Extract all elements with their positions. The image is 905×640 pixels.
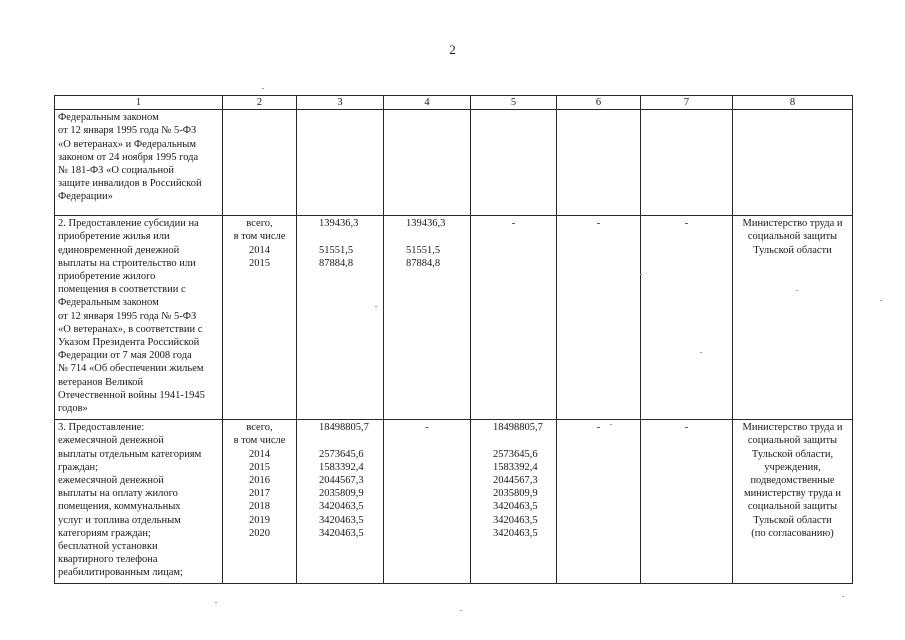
cell-line: Тульской области xyxy=(753,514,832,526)
executor-cell xyxy=(733,110,853,216)
table-row xyxy=(55,110,853,216)
scan-speck xyxy=(796,290,798,291)
cell-line: - xyxy=(596,218,601,230)
cell-line: 87884,8 xyxy=(406,257,441,269)
cell-line: помещения в соответствии с xyxy=(58,284,186,296)
cell-line: в том числе xyxy=(233,231,286,243)
regional-budget-cell xyxy=(471,216,557,420)
header-cell: 8 xyxy=(733,96,853,110)
cell-line: годов» xyxy=(58,403,88,415)
cell-line: квартирного телефона xyxy=(58,554,158,566)
table-row xyxy=(55,216,853,420)
description-cell xyxy=(55,420,223,584)
column-7-cell xyxy=(641,420,733,584)
cell-line: 2020 xyxy=(249,527,270,539)
scan-speck xyxy=(880,300,882,301)
cell-line: 2044567,3 xyxy=(319,475,364,487)
cell-line: 2018 xyxy=(249,501,270,513)
total-amount-cell xyxy=(297,420,384,584)
cell-line: выплаты отдельным категориям xyxy=(58,448,202,460)
cell-line: Министерство труда и xyxy=(742,422,843,434)
cell-line: 87884,8 xyxy=(319,257,354,269)
cell-line: подведомственные xyxy=(750,475,835,487)
cell-line: 18498805,7 xyxy=(319,422,369,434)
cell-line: ежемесячной денежной xyxy=(58,435,164,447)
header-cell: 5 xyxy=(471,96,557,110)
total-amount-cell xyxy=(297,216,384,420)
cell-line: № 181-ФЗ «О социальной xyxy=(58,165,174,177)
cell-line: (по согласованию) xyxy=(751,527,834,539)
federal-budget-cell xyxy=(384,110,471,216)
header-cell: 2 xyxy=(223,96,297,110)
cell-line: 1583392,4 xyxy=(319,461,364,473)
scan-speck xyxy=(460,610,462,611)
scan-speck xyxy=(700,352,702,353)
cell-line: помещения, коммунальных xyxy=(58,501,181,513)
federal-budget-cell xyxy=(384,420,471,584)
cell-line: 3420463,5 xyxy=(319,527,364,539)
cell-line: Федеральным законом xyxy=(58,112,159,124)
cell-line: 139436,3 xyxy=(319,218,359,230)
header-cell: 3 xyxy=(297,96,384,110)
scan-speck xyxy=(375,306,377,307)
cell-line: выплаты на строительство или xyxy=(58,257,196,269)
cell-line: 2573645,6 xyxy=(493,448,538,460)
cell-line: услуг и топлива отдельным xyxy=(58,514,181,526)
cell-line: выплаты на оплату жилого xyxy=(58,488,178,500)
description-cell xyxy=(55,216,223,420)
cell-line: - xyxy=(511,218,516,230)
header-cell: 4 xyxy=(384,96,471,110)
cell-line: 2573645,6 xyxy=(319,448,364,460)
cell-line: «О ветеранах» и Федеральным xyxy=(58,138,196,150)
cell-line: 2015 xyxy=(249,257,270,269)
cell-line: Федеральным законом xyxy=(58,297,159,309)
column-7-cell xyxy=(641,110,733,216)
cell-line: от 12 января 1995 года № 5-ФЗ xyxy=(58,310,197,322)
cell-line: 139436,3 xyxy=(406,218,446,230)
cell-line: 3420463,5 xyxy=(493,514,538,526)
cell-line: единовременной денежной xyxy=(58,244,180,256)
cell-line: 2016 xyxy=(249,475,270,487)
cell-line: законом от 24 ноября 1995 года xyxy=(58,151,199,163)
cell-line: 1583392,4 xyxy=(493,461,538,473)
cell-line: категориям граждан; xyxy=(58,527,151,539)
cell-line: 2014 xyxy=(249,448,270,460)
column-6-cell xyxy=(557,216,641,420)
cell-line: 2015 xyxy=(249,461,270,473)
total-amount-cell xyxy=(297,110,384,216)
cell-line: 2. Предоставление субсидии на xyxy=(58,218,199,230)
period-cell xyxy=(223,110,297,216)
cell-line: бесплатной установки xyxy=(58,541,158,553)
cell-line: Министерство труда и xyxy=(742,218,843,230)
column-7-cell xyxy=(641,216,733,420)
cell-line: всего, xyxy=(246,422,273,434)
header-cell: 1 xyxy=(55,96,223,110)
cell-line: в том числе xyxy=(233,435,286,447)
header-cell: 7 xyxy=(641,96,733,110)
cell-line: Федерации» xyxy=(58,191,113,203)
column-6-cell xyxy=(557,110,641,216)
cell-line xyxy=(319,230,380,243)
regional-budget-cell xyxy=(471,420,557,584)
executor-cell xyxy=(733,420,853,584)
cell-line: Федерации от 7 мая 2008 года xyxy=(58,350,192,362)
scan-speck xyxy=(262,88,264,89)
cell-line: 3420463,5 xyxy=(319,514,364,526)
cell-line: 3420463,5 xyxy=(319,501,364,513)
executor-cell xyxy=(733,216,853,420)
cell-line: учреждения, xyxy=(764,461,821,473)
federal-budget-cell xyxy=(384,216,471,420)
description-cell xyxy=(55,110,223,216)
cell-line: 2014 xyxy=(249,244,270,256)
cell-line: 2035809,9 xyxy=(319,488,364,500)
cell-line: - xyxy=(596,422,601,434)
cell-line: 2017 xyxy=(249,488,270,500)
cell-line: 2044567,3 xyxy=(493,475,538,487)
cell-line: 3. Предоставление: xyxy=(58,422,145,434)
header-row xyxy=(55,96,853,110)
cell-line: от 12 января 1995 года № 5-ФЗ xyxy=(58,125,197,137)
cell-line: Указом Президента Российской xyxy=(58,337,200,349)
period-cell xyxy=(223,216,297,420)
cell-line: 3420463,5 xyxy=(493,501,538,513)
cell-line: приобретение жилья или xyxy=(58,231,170,243)
cell-line: Отечественной войны 1941-1945 xyxy=(58,389,205,401)
cell-line: 18498805,7 xyxy=(493,422,543,434)
cell-line: 51551,5 xyxy=(319,244,354,256)
cell-line: Тульской области xyxy=(753,244,832,256)
scan-speck xyxy=(610,424,612,425)
cell-line xyxy=(493,434,553,447)
cell-line: 3420463,5 xyxy=(493,527,538,539)
scan-speck xyxy=(842,596,844,597)
column-6-cell xyxy=(557,420,641,584)
cell-line: 2019 xyxy=(249,514,270,526)
cell-line: ежемесячной денежной xyxy=(58,475,164,487)
cell-line: министерству труда и xyxy=(743,488,842,500)
scan-speck xyxy=(640,274,642,275)
cell-line: № 714 «Об обеспечении жильем xyxy=(58,363,204,375)
cell-line: защите инвалидов в Российской xyxy=(58,178,202,190)
cell-line: «О ветеранах», в соответствии с xyxy=(58,323,203,335)
page-number: 2 xyxy=(449,42,456,57)
period-cell xyxy=(223,420,297,584)
cell-line: социальной защиты xyxy=(747,231,838,243)
cell-line xyxy=(406,230,467,243)
data-table xyxy=(54,95,853,584)
header-cell: 6 xyxy=(557,96,641,110)
scan-speck xyxy=(215,602,217,603)
cell-line: - xyxy=(684,422,689,434)
cell-line: Тульской области, xyxy=(751,448,834,460)
cell-line: - xyxy=(684,218,689,230)
regional-budget-cell xyxy=(471,110,557,216)
cell-line: граждан; xyxy=(58,461,99,473)
cell-line: приобретение жилого xyxy=(58,271,156,283)
cell-line: всего, xyxy=(246,218,273,230)
cell-line: социальной защиты xyxy=(747,501,838,513)
table-row xyxy=(55,420,853,584)
cell-line: 2035809,9 xyxy=(493,488,538,500)
cell-line: - xyxy=(425,422,429,434)
cell-line: реабилитированным лицам; xyxy=(58,567,183,579)
cell-line: социальной защиты xyxy=(747,435,838,447)
cell-line xyxy=(319,434,380,447)
cell-line: 51551,5 xyxy=(406,244,441,256)
cell-line: ветеранов Великой xyxy=(58,376,144,388)
